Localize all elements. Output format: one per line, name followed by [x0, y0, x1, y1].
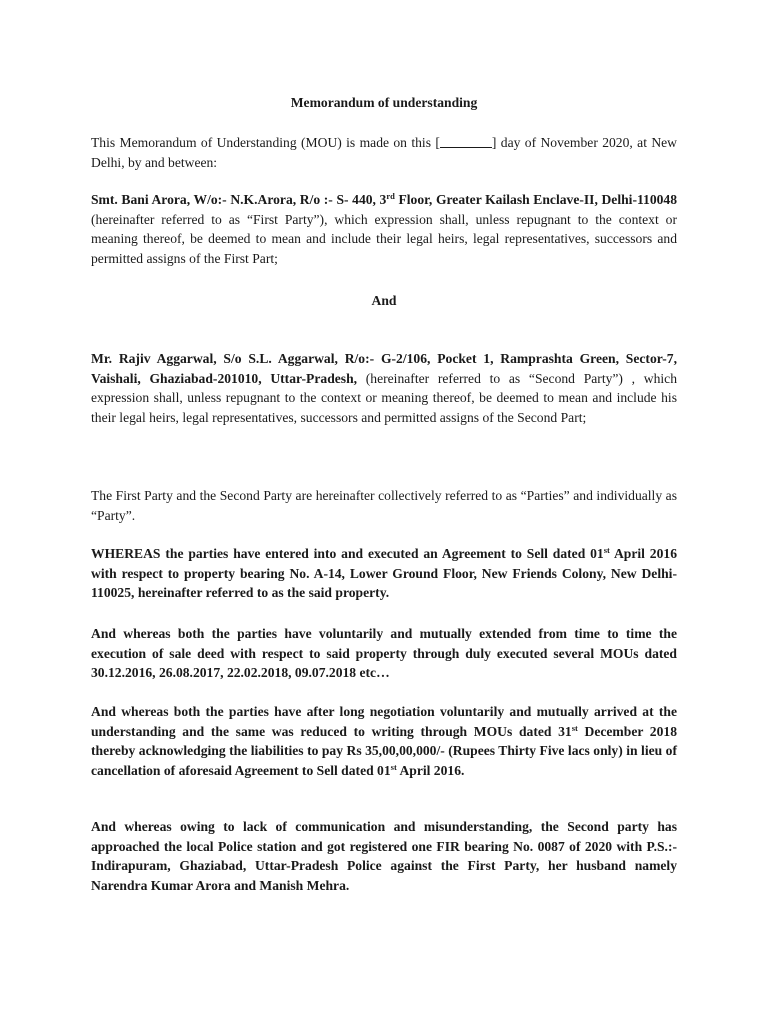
intro-paragraph — [91, 133, 677, 172]
first-party-paragraph — [91, 190, 677, 268]
intro-text-end: ] day of November 2020, at New Delhi, by and between: — [91, 135, 678, 170]
date-blank — [440, 135, 492, 148]
second-party-paragraph — [91, 349, 677, 427]
second-party-description: (hereinafter referred to as “Second Party”) , which expression shall, unless repugnant to the context or meaning thereof, be deemed to mean and include his their legal heirs, legal representatives, successors and permitted assigns of the Second Part; — [91, 370, 678, 425]
whereas-paragraph-4: And whereas owing to lack of communication and misunderstanding, the Second party has approached the local Police station and got registered one FIR bearing No. 0087 of 2020 with P.S.:- Indirapuram, Ghaziabad, Uttar-Pradesh Police against the First Party, her husband namely Narendra Kumar Arora and Manish Mehra. — [91, 819, 677, 893]
whereas-paragraph-2: And whereas both the parties have voluntarily and mutually extended from time to time the execution of sale deed with respect to said property through duly executed several MOUs dated 30.12.2016, 26.08.2017, 22.02.2018, 09.07.2018 etc… — [91, 626, 677, 681]
whereas-paragraph-1: WHEREAS the parties have entered into and executed an Agreement to Sell dated 01st April 2016 with respect to property bearing No. A-14, Lower Ground Floor, New Friends Colony, New Delhi-110025, hereinafter referred to as the said property. — [91, 545, 677, 601]
first-party-name: Smt. Bani Arora, W/o:- N.K.Arora, R/o :- S- 440, 3rd Floor, Greater Kailash Enclave-II, Delhi-110048 — [91, 191, 678, 207]
intro-text-start: This Memorandum of Understanding (MOU) is made on this [ — [91, 135, 440, 150]
and-separator: And — [371, 293, 397, 308]
document-title: Memorandum of understanding — [290, 95, 478, 110]
first-party-description: (hereinafter referred to as “First Party”), which expression shall, unless repugnant to the context or meaning thereof, be deemed to mean and include their legal heirs, legal representatives, successors and permitted assigns of the First Part; — [91, 211, 677, 266]
whereas-paragraph-3: And whereas both the parties have after long negotiation voluntarily and mutually arrived at the understanding and the same was reduced to writing through MOUs dated 31st December 2018 thereby acknowledging the liabilities to pay Rs 35,00,00,000/- (Rupees Thirty Five lacs only) in lieu of cancellation of aforesaid Agreement to Sell dated 01st April 2016. — [91, 704, 677, 778]
collective-paragraph: The First Party and the Second Party are hereinafter collectively referred to as “Parties” and individually as “Party”. — [91, 488, 677, 523]
second-party-name: Mr. Rajiv Aggarwal, S/o S.L. Aggarwal, R/o:- G-2/106, Pocket 1, Ramprashta Green, Sector-7, Vaishali, Ghaziabad-201010, Uttar-Pradesh, — [91, 351, 677, 386]
